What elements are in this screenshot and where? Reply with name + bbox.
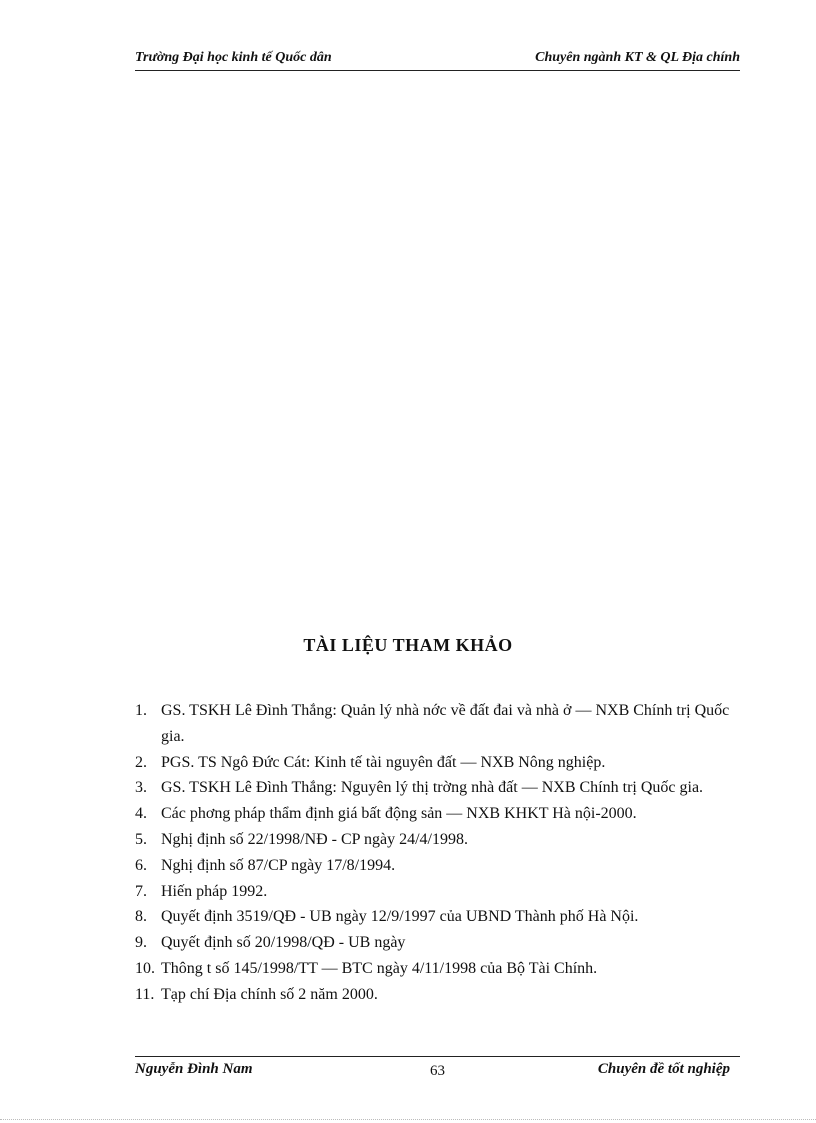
list-item	[135, 698, 742, 750]
list-item	[135, 775, 742, 801]
item-text: Quyết định số 20/1998/QĐ - UB ngày	[161, 934, 406, 952]
list-item	[135, 930, 742, 956]
page-footer	[135, 1056, 740, 1081]
list-item	[135, 801, 742, 827]
item-text: Quyết định 3519/QĐ - UB ngày 12/9/1997 của UBND Thành phố Hà Nội.	[161, 908, 639, 926]
list-item	[135, 853, 742, 879]
page-edge-divider	[0, 1119, 816, 1120]
item-number: 9.	[135, 934, 147, 952]
page-title: TÀI LIỆU THAM KHẢO	[303, 635, 513, 655]
item-number: 2.	[135, 753, 147, 771]
item-text: GS. TSKH Lê Đình Thắng: Quản lý nhà nớc về đất đai và nhà ở — NXB Chính trị Quốc gia.	[161, 702, 730, 745]
page-header	[135, 50, 740, 71]
item-text: GS. TSKH Lê Đình Thắng: Nguyên lý thị trờng nhà đất — NXB Chính trị Quốc gia.	[161, 779, 704, 797]
list-item	[135, 879, 742, 905]
header-major: Chuyên ngành KT & QL Địa chính	[535, 50, 740, 65]
item-number: 4.	[135, 805, 147, 823]
item-number: 10.	[135, 959, 155, 977]
item-text: Nghị định số 87/CP ngày 17/8/1994.	[161, 856, 396, 874]
list-item	[135, 827, 742, 853]
list-item	[135, 982, 742, 1008]
item-text: Thông t số 145/1998/TT — BTC ngày 4/11/1998 của Bộ Tài Chính.	[161, 959, 598, 977]
item-number: 5.	[135, 830, 147, 848]
item-text: Tạp chí Địa chính số 2 năm 2000.	[161, 985, 378, 1003]
item-text: PGS. TS Ngô Đức Cát: Kinh tế tài nguyên đất — NXB Nông nghiệp.	[161, 753, 606, 771]
item-text: Hiến pháp 1992.	[161, 882, 268, 900]
page-number: 63	[430, 1063, 445, 1079]
item-number: 11.	[135, 985, 155, 1003]
item-number: 3.	[135, 779, 147, 797]
item-number: 1.	[135, 702, 147, 719]
list-item	[135, 956, 742, 982]
reference-list	[135, 698, 742, 1008]
item-number: 8.	[135, 908, 147, 926]
header-school: Trường Đại học kinh tế Quốc dân	[135, 50, 332, 65]
footer-author: Nguyễn Đình Nam	[135, 1061, 253, 1077]
list-item	[135, 750, 742, 776]
item-number: 6.	[135, 856, 147, 874]
item-text: Các phơng pháp thẩm định giá bất động sản — NXB KHKT Hà nội-2000.	[161, 805, 637, 823]
item-text: Nghị định số 22/1998/NĐ - CP ngày 24/4/1998.	[161, 830, 468, 848]
item-number: 7.	[135, 882, 147, 900]
footer-label: Chuyên đề tốt nghiệp	[597, 1061, 730, 1077]
list-item	[135, 904, 742, 930]
